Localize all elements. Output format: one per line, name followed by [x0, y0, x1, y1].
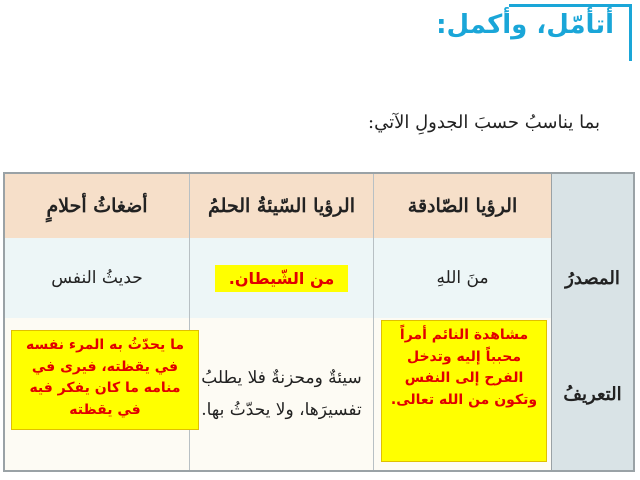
comparison-table	[3, 172, 635, 472]
source-bad-dream-answer: من الشّيطان.	[215, 265, 349, 292]
source-true-vision-text: منَ اللهِ	[436, 267, 489, 288]
exercise-instruction: بما يناسبُ حسبَ الجدولِ الآتي:	[368, 112, 600, 133]
header-true-vision	[373, 174, 551, 238]
header-true-vision-text: الرؤيا الصّادقة	[407, 195, 518, 217]
header-mixed-dreams	[5, 174, 189, 238]
row-label-definition-text: التعريفُ	[563, 383, 622, 405]
table-row-source	[5, 238, 633, 319]
table-row-definition	[5, 318, 633, 470]
definition-bad-dream	[189, 318, 373, 470]
exercise-heading: أتأمّل، وأكمل:	[436, 10, 614, 40]
row-label-source-text: المصدرُ	[565, 267, 620, 289]
source-mixed-dreams-text: حديثُ النفس	[51, 267, 143, 288]
header-corner-cell	[551, 174, 633, 238]
row-label-source	[551, 238, 633, 318]
definition-mixed-dreams-cell	[5, 318, 189, 470]
definition-mixed-dreams-answer: ما يحدّثُ به المرء نفسه في يقظته، فيرى في منامه ما كان يفكر فيه في يقظته	[11, 330, 199, 430]
row-label-definition	[551, 318, 633, 470]
definition-bad-dream-text: سيئةٌ ومحزنةٌ فلا يطلبُ تفسيرَها، ولا يحدّثُ بها.	[201, 367, 362, 420]
source-mixed-dreams	[5, 238, 189, 318]
header-mixed-dreams-text: أضغاثُ أحلامٍ	[46, 195, 148, 217]
table-header-row	[5, 174, 633, 239]
header-bad-dream	[189, 174, 373, 238]
header-bad-dream-text: الرؤيا السّيئةُ الحلمُ	[208, 195, 355, 217]
definition-true-vision-answer: مشاهدة النائم أمراً محبباً إليه وتدخل الفرح إلى النفس وتكون من الله تعالى.	[381, 320, 547, 462]
source-true-vision	[373, 238, 551, 318]
source-bad-dream	[189, 238, 373, 318]
